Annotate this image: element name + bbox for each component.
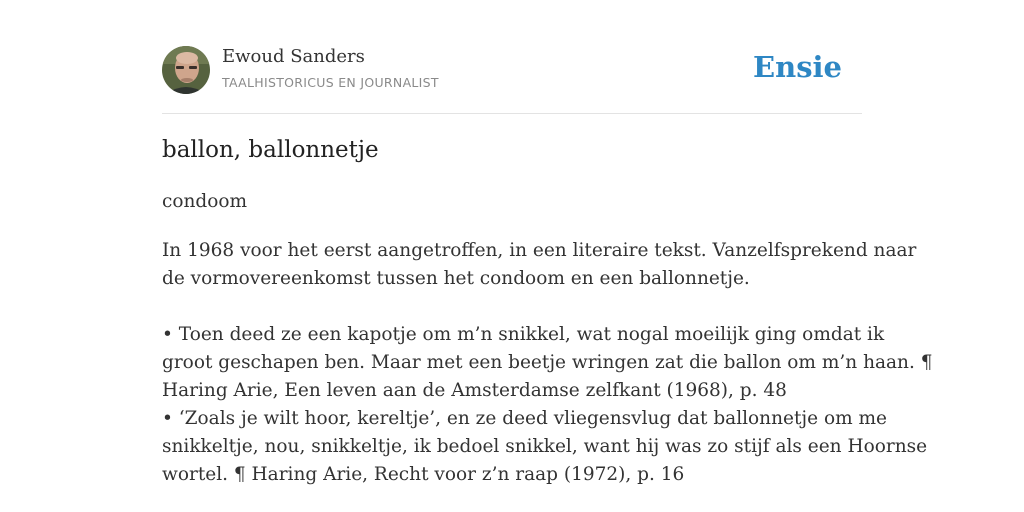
entry-body	[162, 237, 933, 489]
author-header	[162, 46, 862, 96]
body-line: snikkeltje, nou, snikkeltje, ik bedoel snikkel, want hij was zo stijf als een Hoornse	[162, 436, 928, 457]
body-line: • ‘Zoals je wilt hoor, kereltje’, en ze deed vliegensvlug dat ballonnetje om me	[162, 408, 888, 429]
avatar-photo	[162, 46, 210, 94]
body-line: groot geschapen ben. Maar met een beetje wringen zat die ballon om m’n haan. ¶	[162, 352, 933, 373]
header-divider	[162, 113, 862, 114]
entry-title: ballon, ballonnetje	[162, 137, 379, 163]
body-line: In 1968 voor het eerst aangetroffen, in een literaire tekst. Vanzelfsprekend naar	[162, 240, 917, 261]
entry-definition: condoom	[162, 191, 248, 212]
author-name[interactable]: Ewoud Sanders	[222, 46, 365, 67]
body-line	[162, 293, 862, 321]
body-line: de vormovereenkomst tussen het condoom en een ballonnetje.	[162, 268, 750, 289]
entry-card	[162, 0, 933, 512]
body-line: wortel. ¶ Haring Arie, Recht voor z’n raap (1972), p. 16	[162, 464, 685, 485]
ensie-logo[interactable]: Ensie	[753, 50, 842, 84]
body-line: Haring Arie, Een leven aan de Amsterdamse zelfkant (1968), p. 48	[162, 380, 787, 401]
author-role: TAALHISTORICUS EN JOURNALIST	[222, 75, 439, 90]
body-line: • Toen deed ze een kapotje om m’n snikkel, wat nogal moeilijk ging omdat ik	[162, 324, 885, 345]
author-avatar[interactable]	[162, 46, 210, 94]
